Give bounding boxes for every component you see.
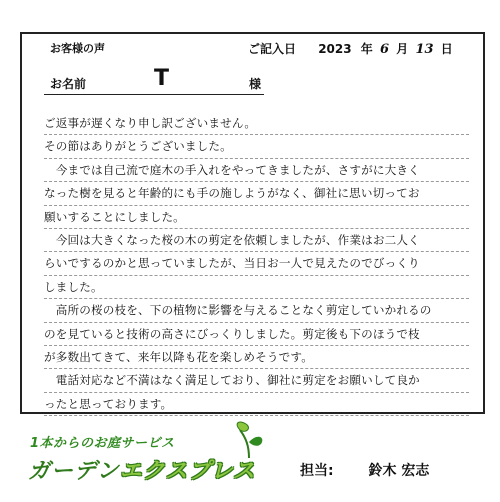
date-row bbox=[248, 40, 456, 57]
body-line: 高所の桜の枝を、下の植物に影響を与えることなく剪定していかれるの bbox=[44, 299, 469, 322]
body-line: なった樹を見ると年齢的にも手の施しようがなく、御社に思い切ってお bbox=[44, 182, 469, 205]
body-line: ったと思っております。 bbox=[44, 393, 469, 416]
body-line: しました。 bbox=[44, 276, 469, 299]
staff-label: 担当: bbox=[300, 463, 334, 479]
brand-tagline: 1本からのお庭サービス bbox=[30, 436, 175, 451]
voice-label: お客様の声 bbox=[50, 42, 105, 55]
brand-name-part2: エクスプレス bbox=[119, 459, 256, 484]
date-year: 2023 bbox=[318, 42, 352, 56]
date-day: 13 bbox=[415, 42, 434, 57]
brand-logo bbox=[28, 454, 256, 485]
testimonial-form bbox=[20, 32, 485, 414]
month-unit: 月 bbox=[396, 42, 409, 56]
body-line: その節はありがとうございました。 bbox=[44, 135, 469, 158]
year-unit: 年 bbox=[360, 42, 373, 56]
staff-name: 鈴木 宏志 bbox=[368, 463, 430, 479]
name-row bbox=[44, 66, 264, 95]
body-line: 電話対応など不満はなく満足しており、御社に剪定をお願いして良か bbox=[44, 369, 469, 392]
body-line: ご返事が遅くなり申し訳ございません。 bbox=[44, 112, 469, 135]
body-line: らいでするのかと思っていましたが、当日お一人で見えたのでびっくり bbox=[44, 252, 469, 275]
date-month: 6 bbox=[380, 42, 390, 57]
body-line: が多数出てきて、来年以降も花を楽しめそうです。 bbox=[44, 346, 469, 369]
body-line: 今までは自己流で庭木の手入れをやってきましたが、さすがに大きく bbox=[44, 159, 469, 182]
day-unit: 日 bbox=[440, 42, 453, 56]
name-label: お名前 bbox=[50, 77, 87, 91]
honorific: 様 bbox=[249, 77, 262, 91]
staff-row bbox=[300, 460, 429, 480]
body-line: 願いすることにしました。 bbox=[44, 206, 469, 229]
footer bbox=[0, 418, 500, 502]
date-label: ご記入日 bbox=[248, 42, 297, 56]
testimonial-body bbox=[44, 112, 469, 416]
body-line: 今回は大きくなった桜の木の剪定を依頼しましたが、作業はお二人く bbox=[44, 229, 469, 252]
brand-name-part1: ガーデン bbox=[28, 459, 120, 484]
customer-name: T bbox=[154, 66, 170, 91]
body-line: のを見ていると技術の高さにびっくりしました。剪定後も下のほうで枝 bbox=[44, 323, 469, 346]
